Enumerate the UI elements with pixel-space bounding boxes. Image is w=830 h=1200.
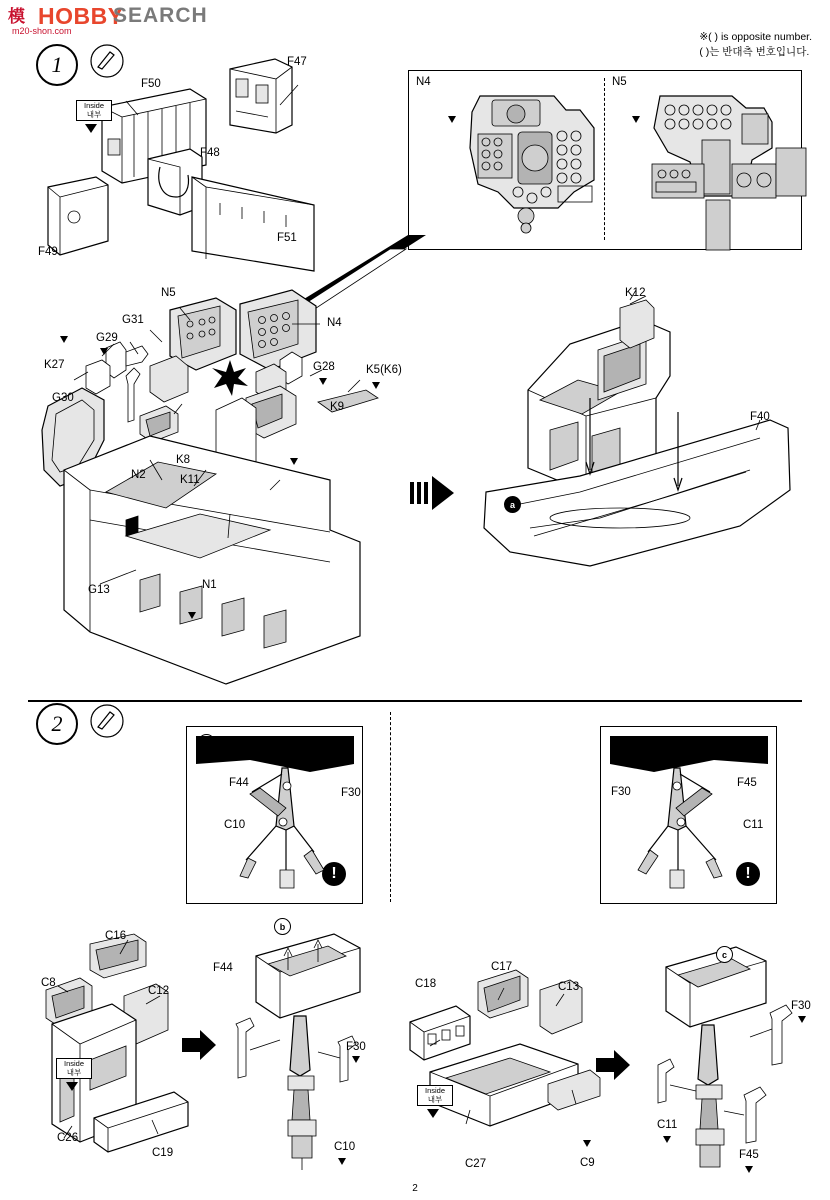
instrument-panel-n4-art — [462, 88, 612, 238]
triangle-marker-icon — [100, 348, 108, 355]
inside-tag — [417, 1085, 453, 1106]
knife-icon — [88, 702, 122, 736]
part-label-N4-lower: N4 — [327, 317, 342, 329]
badge-c-assembly: c — [716, 946, 733, 963]
part-label-C11-detail: C11 — [743, 819, 764, 831]
part-label-C17: C17 — [491, 961, 513, 973]
watermark — [8, 2, 268, 36]
part-label-F30-right: F30 — [791, 1000, 811, 1012]
part-label-C19: C19 — [152, 1147, 174, 1159]
inside-tag — [56, 1058, 92, 1079]
direction-triangle-icon — [85, 124, 97, 133]
triangle-marker-icon — [663, 1136, 671, 1143]
inset-label-N5: N5 — [612, 76, 627, 88]
part-label-K12: K12 — [625, 287, 646, 299]
triangle-marker-icon — [188, 612, 196, 619]
step1-cockpit-exploded — [30, 280, 430, 680]
step2-right-exploded — [400, 960, 600, 1180]
part-label-G31: G31 — [122, 314, 144, 326]
part-label-K5-K6: K5(K6) — [366, 364, 402, 376]
part-label-C10-detail: C10 — [224, 819, 246, 831]
watermark-hobby-text: HOBBY — [38, 3, 124, 29]
triangle-marker-icon — [290, 458, 298, 465]
triangle-marker-icon — [372, 382, 380, 389]
warning-icon-right: ! — [736, 862, 760, 886]
part-label-F48: F48 — [200, 147, 220, 159]
step-2-number — [36, 703, 78, 745]
part-label-C8: C8 — [41, 977, 56, 989]
triangle-marker-icon — [338, 1158, 346, 1165]
part-label-C18: C18 — [415, 978, 437, 990]
direction-triangle-icon — [427, 1109, 439, 1118]
part-label-K11: K11 — [180, 474, 200, 486]
watermark-cn-text: 模 — [8, 7, 26, 26]
step2-divider — [390, 712, 391, 902]
inside-tag-line2: 내부 — [66, 1067, 82, 1077]
note-line-en: ※( ) is opposite number. — [699, 31, 812, 43]
inset-label-N4: N4 — [416, 76, 431, 88]
inside-tag-line1: Inside — [424, 1086, 445, 1095]
inside-tag-line1: Inside — [63, 1059, 84, 1068]
part-label-K8: K8 — [176, 454, 191, 466]
page-number: 2 — [412, 1183, 418, 1194]
triangle-marker-icon — [352, 1056, 360, 1063]
part-label-G30: G30 — [52, 392, 74, 404]
part-label-C26: C26 — [57, 1132, 79, 1144]
process-arrow-icon — [410, 470, 456, 516]
warning-icon-left: ! — [322, 862, 346, 886]
part-label-F50: F50 — [141, 78, 161, 90]
step-2-label: 2 — [51, 711, 63, 736]
part-label-F44-mid: F44 — [213, 962, 233, 974]
step-1-label: 1 — [51, 52, 63, 77]
part-label-N1: N1 — [202, 579, 217, 591]
inside-tag-line1: Inside — [83, 101, 104, 110]
triangle-marker-icon — [60, 336, 68, 343]
inset-triangle-right-icon — [632, 116, 640, 123]
part-label-C27: C27 — [465, 1158, 487, 1170]
part-label-G13: G13 — [88, 584, 110, 596]
part-label-K27: K27 — [44, 359, 65, 371]
part-label-C12: C12 — [148, 985, 170, 997]
note-line-kr: ( )는 반대측 번호입니다. — [699, 46, 810, 59]
step1-assembled-view — [470, 280, 810, 640]
part-label-F47: F47 — [287, 56, 307, 68]
part-label-F45-right: F45 — [739, 1149, 759, 1161]
part-label-F30-mid: F30 — [346, 1041, 366, 1053]
landing-gear-detail-left — [190, 730, 358, 898]
direction-triangle-icon — [66, 1082, 78, 1091]
part-label-C16: C16 — [105, 930, 127, 942]
badge-a: a — [504, 496, 521, 513]
part-label-C9: C9 — [580, 1157, 595, 1169]
watermark-search-text: SEARCH — [113, 4, 208, 27]
triangle-marker-icon — [583, 1140, 591, 1147]
step-divider — [28, 700, 802, 702]
inset-triangle-left-icon — [448, 116, 456, 123]
landing-gear-detail-right — [604, 730, 772, 898]
watermark-url: m20-shon.com — [12, 26, 72, 36]
part-label-C11-right: C11 — [657, 1119, 678, 1131]
part-label-C13: C13 — [558, 981, 580, 993]
part-label-F51: F51 — [277, 232, 297, 244]
part-label-F49: F49 — [38, 246, 58, 258]
process-arrow-icon — [182, 1030, 218, 1064]
process-arrow-icon — [596, 1050, 632, 1084]
badge-b-mid: b — [274, 918, 291, 935]
part-label-F44-detail: F44 — [229, 777, 249, 789]
instrument-panel-n5-art — [646, 88, 796, 238]
inside-tag-line2: 내부 — [86, 109, 102, 119]
part-label-F30-detail-right: F30 — [611, 786, 631, 798]
part-label-G28: G28 — [313, 361, 335, 373]
part-label-G29: G29 — [96, 332, 118, 344]
triangle-marker-icon — [319, 378, 327, 385]
part-label-F45-detail: F45 — [737, 777, 757, 789]
part-label-C10-mid: C10 — [334, 1141, 356, 1153]
triangle-marker-icon — [798, 1016, 806, 1023]
part-label-N2: N2 — [131, 469, 146, 481]
part-label-N5-lower: N5 — [161, 287, 176, 299]
inside-tag-line2: 내부 — [427, 1094, 443, 1104]
part-label-K9: K9 — [330, 401, 345, 413]
opposite-number-note — [699, 30, 812, 60]
inside-tag — [76, 100, 112, 121]
part-label-F30-detail-left: F30 — [341, 787, 361, 799]
part-label-F40: F40 — [750, 411, 770, 423]
triangle-marker-icon — [745, 1166, 753, 1173]
